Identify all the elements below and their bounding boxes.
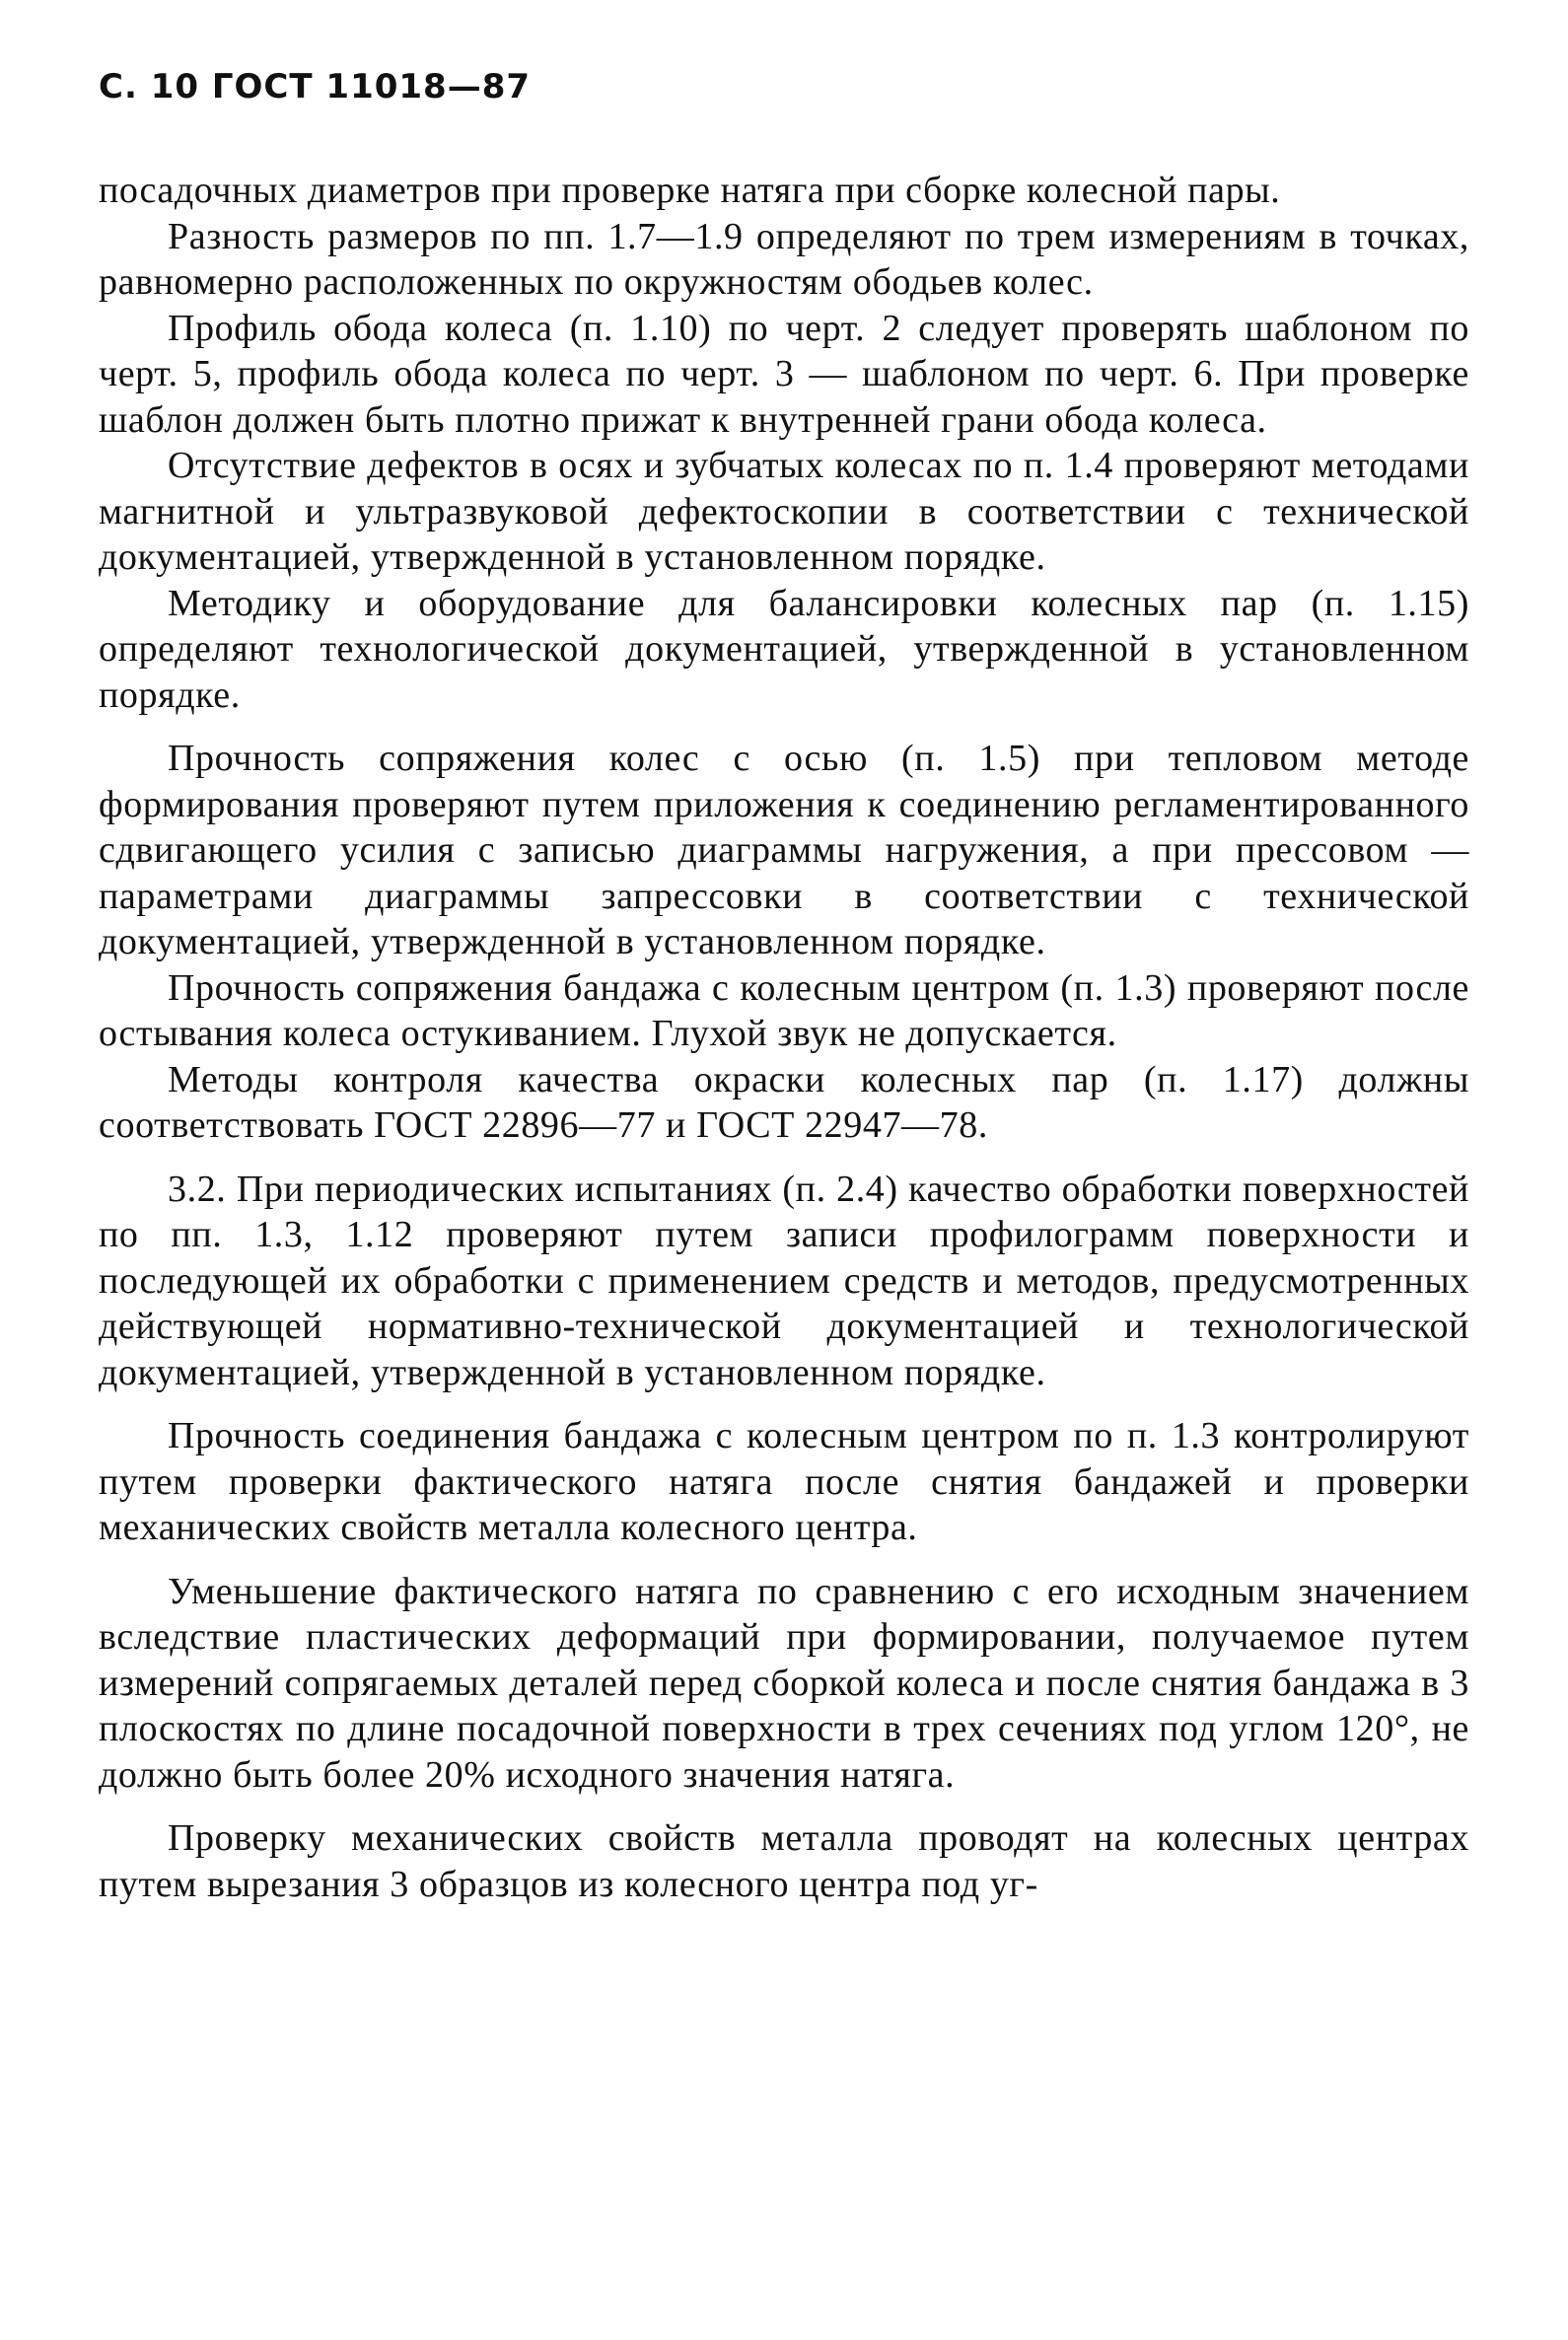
paragraph: Методы контроля качества окраски колесных пар (п. 1.17) должны соответствовать ГОСТ 22896—77 и ГОСТ 22947—78. — [99, 1058, 1469, 1146]
paragraph: Методику и оборудование для балансировки колесных пар (п. 1.15) определяют технологической документацией, утвержденной в установленном порядке. — [99, 582, 1469, 716]
paragraph: Уменьшение фактического натяга по сравнению с его исходным значением вследствие пластических деформаций при формировании, получаемое путем измерений сопрягаемых деталей перед сборкой колеса и после снятия бандажа в 3 плоскостях по длине посадочной поверхности в трех сечениях под углом 120°, не должно быть более 20% исходного значения натяга. — [99, 1570, 1469, 1796]
paragraph: Разность размеров по пп. 1.7—1.9 определяют по трем измерениям в точках, равномерно расположенных по окружностям ободьев колес. — [99, 215, 1469, 303]
running-header: С. 10 ГОСТ 11018—87 — [99, 67, 532, 106]
paragraph-continuation: посадочных диаметров при проверке натяга при сборке колесной пары. — [99, 170, 1281, 211]
paragraph: Прочность сопряжения бандажа с колесным центром (п. 1.3) проверяют после остывания колеса остукиванием. Глухой звук не допускается. — [99, 966, 1469, 1054]
paragraph: Проверку механических свойств металла проводят на колесных центрах путем вырезания 3 образцов из колесного центра под уг- — [99, 1817, 1469, 1905]
paragraph: Отсутствие дефектов в осях и зубчатых колесах по п. 1.4 проверяют методами магнитной и ультразвуковой дефектоскопии в соответствии с технической документацией, утвержденной в установленном порядке. — [99, 445, 1469, 578]
paragraph: Прочность соединения бандажа с колесным центром по п. 1.3 контролируют путем проверки фактического натяга после снятия бандажей и проверки механических свойств металла колесного центра. — [99, 1415, 1469, 1548]
clause-3-2: 3.2. При периодических испытаниях (п. 2.4) качество обработки поверхностей по пп. 1.3, 1.12 проверяют путем записи профилограмм поверхности и последующей их обработки с применением средств и методов, предусмотренных действующей нормативно-технической документацией и технологической документацией, утвержденной в установленном порядке. — [99, 1168, 1469, 1393]
body-text — [99, 168, 1469, 1907]
paragraph: Прочность сопряжения колес с осью (п. 1.5) при тепловом методе формирования проверяют путем приложения к соединению регламентированного сдвигающего усилия с записью диаграммы нагружения, а при прессовом — параметрами диаграммы запрессовки в соответствии с технической документацией, утвержденной в установленном порядке. — [99, 738, 1469, 962]
paragraph: Профиль обода колеса (п. 1.10) по черт. 2 следует проверять шаблоном по черт. 5, профиль обода колеса по черт. 3 — шаблоном по черт. 6. При проверке шаблон должен быть плотно прижат к внутренней грани обода колеса. — [99, 307, 1469, 441]
